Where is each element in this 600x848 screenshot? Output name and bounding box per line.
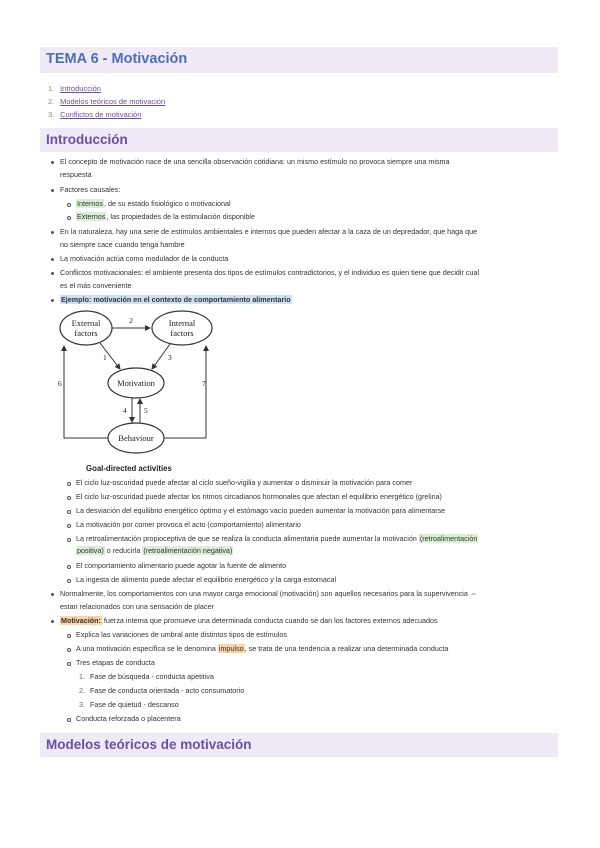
list-item [76, 212, 255, 222]
list-item-continued: no siempre cace cuando tenga hambre [60, 240, 185, 249]
toc-link-modelos[interactable]: Modelos teóricos de motivación [60, 97, 166, 106]
list-item: El concepto de motivación nace de una sencilla observación cotidiana: un mismo estímulo no provoca siempre una misma [60, 157, 450, 166]
arrow-label-4: 4 [123, 406, 127, 415]
arrow-label-7: 7 [202, 379, 206, 388]
bullet [51, 258, 54, 261]
highlight-motivacion: Motivación: [61, 616, 101, 625]
list-item-text: La retroalimentación propioceptiva de que se realiza la conducta alimentaria puede aumentar la motivación [76, 534, 419, 543]
bullet-hollow [67, 718, 71, 722]
toc-link-conflictos[interactable]: Conflictos de motivación [60, 110, 142, 119]
highlight-positiva: positiva) [77, 546, 104, 555]
arrow-label-5: 5 [144, 406, 148, 415]
diagram-caption: Goal-directed activities [86, 464, 172, 473]
bullet [51, 189, 54, 192]
highlight-externos: Externos [77, 212, 106, 221]
list-item-continued [76, 546, 233, 556]
behaviour-label: Behaviour [118, 433, 154, 443]
stage-number: 2. [79, 686, 85, 695]
highlight-impulso: impulso [218, 644, 244, 653]
list-item-text: A una motivación específica se le denomina [76, 644, 218, 653]
arrow-label-1: 1 [103, 353, 107, 362]
list-item: Explica las variaciones de umbral ante distintos tipos de estímulos [76, 630, 287, 639]
list-item [76, 534, 478, 544]
bullet-hollow [67, 482, 71, 486]
list-item: Fase de búsqueda - conducta apetitiva [90, 672, 214, 681]
toc-item[interactable] [48, 108, 165, 121]
list-item [76, 644, 448, 654]
list-item-text: fuerza interna que promueve una determinada conducta cuando se dan los factores externos adecuados [101, 616, 438, 625]
toc-number: 1. [48, 84, 55, 93]
arrow-label-6: 6 [58, 379, 62, 388]
arrow-label-3: 3 [168, 353, 172, 362]
list-item: Fase de quietud - descanso [90, 700, 179, 709]
list-item: La ingesta de alimento puede afectar el equilibrio energético y la carga estomacal [76, 575, 337, 584]
bullet-hollow [67, 565, 71, 569]
list-item-text: , las propiedades de la estimulación disponible [106, 212, 256, 221]
external-label-2: factors [74, 328, 98, 338]
bullet-hollow [67, 538, 71, 542]
list-item: Tres etapas de conducta [76, 658, 155, 667]
list-item: En la naturaleza, hay una serie de estímulos ambientales e internos que pueden afectar a la caza de un depredador, que haga que [60, 227, 478, 236]
toc-item[interactable] [48, 82, 165, 95]
bullet-hollow [67, 634, 71, 638]
motivation-diagram [58, 308, 218, 460]
bullet-hollow [67, 216, 71, 220]
highlight-retro-positiva: (retroalimentación [419, 534, 478, 543]
list-item: Normalmente, los comportamientos con una mayor carga emocional (motivación) son aquellos necesarios para la supervivencia ⇔ [60, 589, 478, 598]
bullet [51, 593, 54, 596]
section-heading-introduccion: Introducción [40, 128, 558, 152]
bullet-hollow [67, 648, 71, 652]
list-item: Fase de conducta orientada - acto consumatorio [90, 686, 245, 695]
list-item: La motivación por comer provoca el acto (comportamiento) alimentario [76, 520, 301, 529]
list-item-text: , de su estado fisiológico o motivacional [103, 199, 231, 208]
list-item [76, 199, 231, 209]
external-label-1: External [71, 318, 101, 328]
list-item-text: , se trata de una tendencia a realizar una determinada conducta [244, 644, 449, 653]
bullet-hollow [67, 662, 71, 666]
list-item: Factores causales: [60, 185, 121, 194]
list-item [60, 295, 292, 305]
highlight-internos: Internos [77, 199, 103, 208]
bullet [51, 620, 54, 623]
stage-number: 1. [79, 672, 85, 681]
list-item: Conflictos motivacionales: el ambiente presenta dos tipos de estímulos contradictorios, y el individuo es quien tiene que decidir cual [60, 268, 480, 277]
toc-item[interactable] [48, 95, 165, 108]
page-title: TEMA 6 - Motivación [40, 47, 558, 73]
bullet-hollow [67, 524, 71, 528]
toc-link-introduccion[interactable]: Introducción [60, 84, 101, 93]
bullet-hollow [67, 579, 71, 583]
arrow-6 [64, 346, 108, 438]
list-item-continued: es el más conveniente [60, 281, 132, 290]
bullet-hollow [67, 203, 71, 207]
arrow-label-2: 2 [129, 316, 133, 325]
table-of-contents [48, 82, 165, 121]
highlight-retro-negativa: (retroalimentación negativa) [143, 546, 233, 555]
bullet [51, 161, 54, 164]
list-item: El comportamiento alimentario puede agotar la fuente de alimento [76, 561, 287, 570]
bullet [51, 272, 54, 275]
list-item: La motivación actúa como modulador de la conducta [60, 254, 229, 263]
bullet-hollow [67, 496, 71, 500]
list-item: El ciclo luz-oscuridad puede afectar los ritmos circadianos hormonales que afectan el equilibrio energético (grelina) [76, 492, 442, 501]
list-item [60, 616, 438, 626]
internal-label-2: factors [170, 328, 194, 338]
list-item-continued: respuesta [60, 170, 92, 179]
internal-label-1: Internal [168, 318, 196, 328]
list-item: La desviación del equilibrio energético óptimo y el estómago vacío pueden aumentar la motivación para alimentarse [76, 506, 446, 515]
toc-number: 2. [48, 97, 55, 106]
list-item: El ciclo luz-oscuridad puede afectar al ciclo sueño-vigilia y aumentar o disminuir la motivación para comer [76, 478, 413, 487]
list-item: Conducta reforzada o placentera [76, 714, 181, 723]
list-item-continued: estan relacionados con una sensación de placer [60, 602, 214, 611]
toc-number: 3. [48, 110, 55, 119]
motivation-label: Motivation [117, 378, 155, 388]
list-item-text: o reducirla [104, 546, 143, 555]
section-heading-modelos: Modelos teóricos de motivación [40, 733, 558, 757]
bullet [51, 299, 54, 302]
bullet [51, 231, 54, 234]
highlight-ejemplo: Ejemplo: motivación en el contexto de comportamiento alimentario [61, 295, 291, 304]
bullet-hollow [67, 510, 71, 514]
stage-number: 3. [79, 700, 85, 709]
